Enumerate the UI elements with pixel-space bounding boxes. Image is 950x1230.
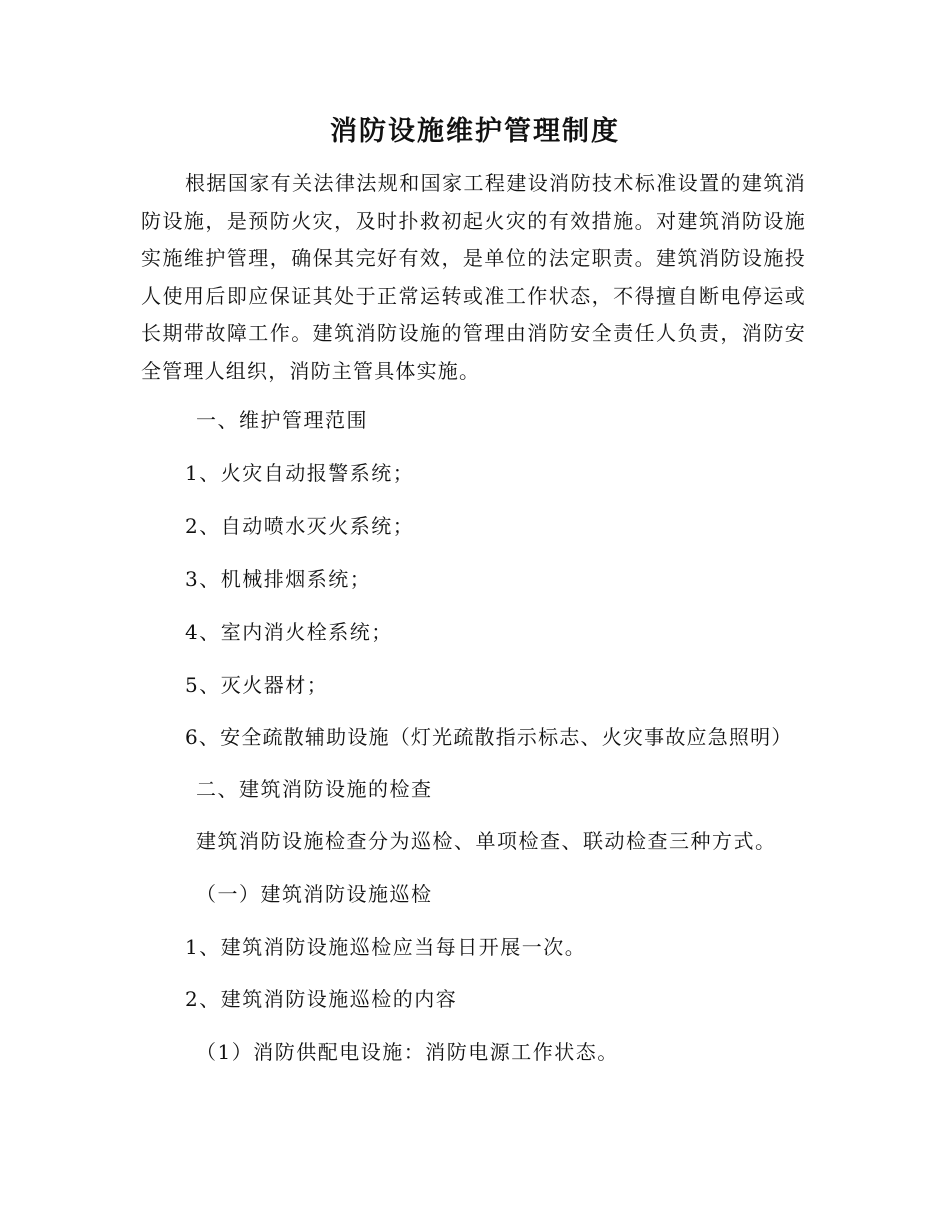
inspection-summary: 建筑消防设施检查分为巡检、单项检查、联动检查三种方式。 — [196, 829, 777, 853]
scope-item-1: 1、火灾自动报警系统； — [185, 461, 415, 485]
scope-item-2: 2、自动喷水灭火系统； — [185, 514, 415, 538]
document-title: 消防设施维护管理制度 — [330, 116, 620, 147]
patrol-item-2: 2、建筑消防设施巡检的内容 — [185, 987, 458, 1011]
intro-paragraph: 根据国家有关法律法规和国家工程建设消防技术标准设置的建筑消防设施，是预防火灾，及时扑救初起火灾的有效措施。对建筑消防设施实施维护管理，确保其完好有效，是单位的法定职责。建筑消防设施投人使用后即应保证其处于正常运转或准工作状态，不得擅自断电停运或长期带故障工作。建筑消防设施的管理由消防安全责任人负责，消防安全管理人组织，消防主管具体实施。 — [141, 171, 806, 383]
patrol-item-1: 1、建筑消防设施巡检应当每日开展一次。 — [185, 935, 587, 959]
section-heading-scope: 一、维护管理范围 — [196, 408, 368, 432]
scope-item-6: 6、安全疏散辅助设施（灯光疏散指示标志、火灾事故应急照明） — [185, 725, 793, 749]
scope-item-5: 5、灭火器材； — [185, 673, 329, 697]
patrol-detail-power: （1）消防供配电设施：消防电源工作状态。 — [196, 1040, 619, 1064]
subsection-heading-patrol: （一）建筑消防设施巡检 — [196, 882, 433, 906]
scope-item-4: 4、室内消火栓系统； — [185, 620, 393, 644]
section-heading-inspection: 二、建筑消防设施的检查 — [196, 777, 433, 801]
scope-item-3: 3、机械排烟系统； — [185, 567, 372, 591]
